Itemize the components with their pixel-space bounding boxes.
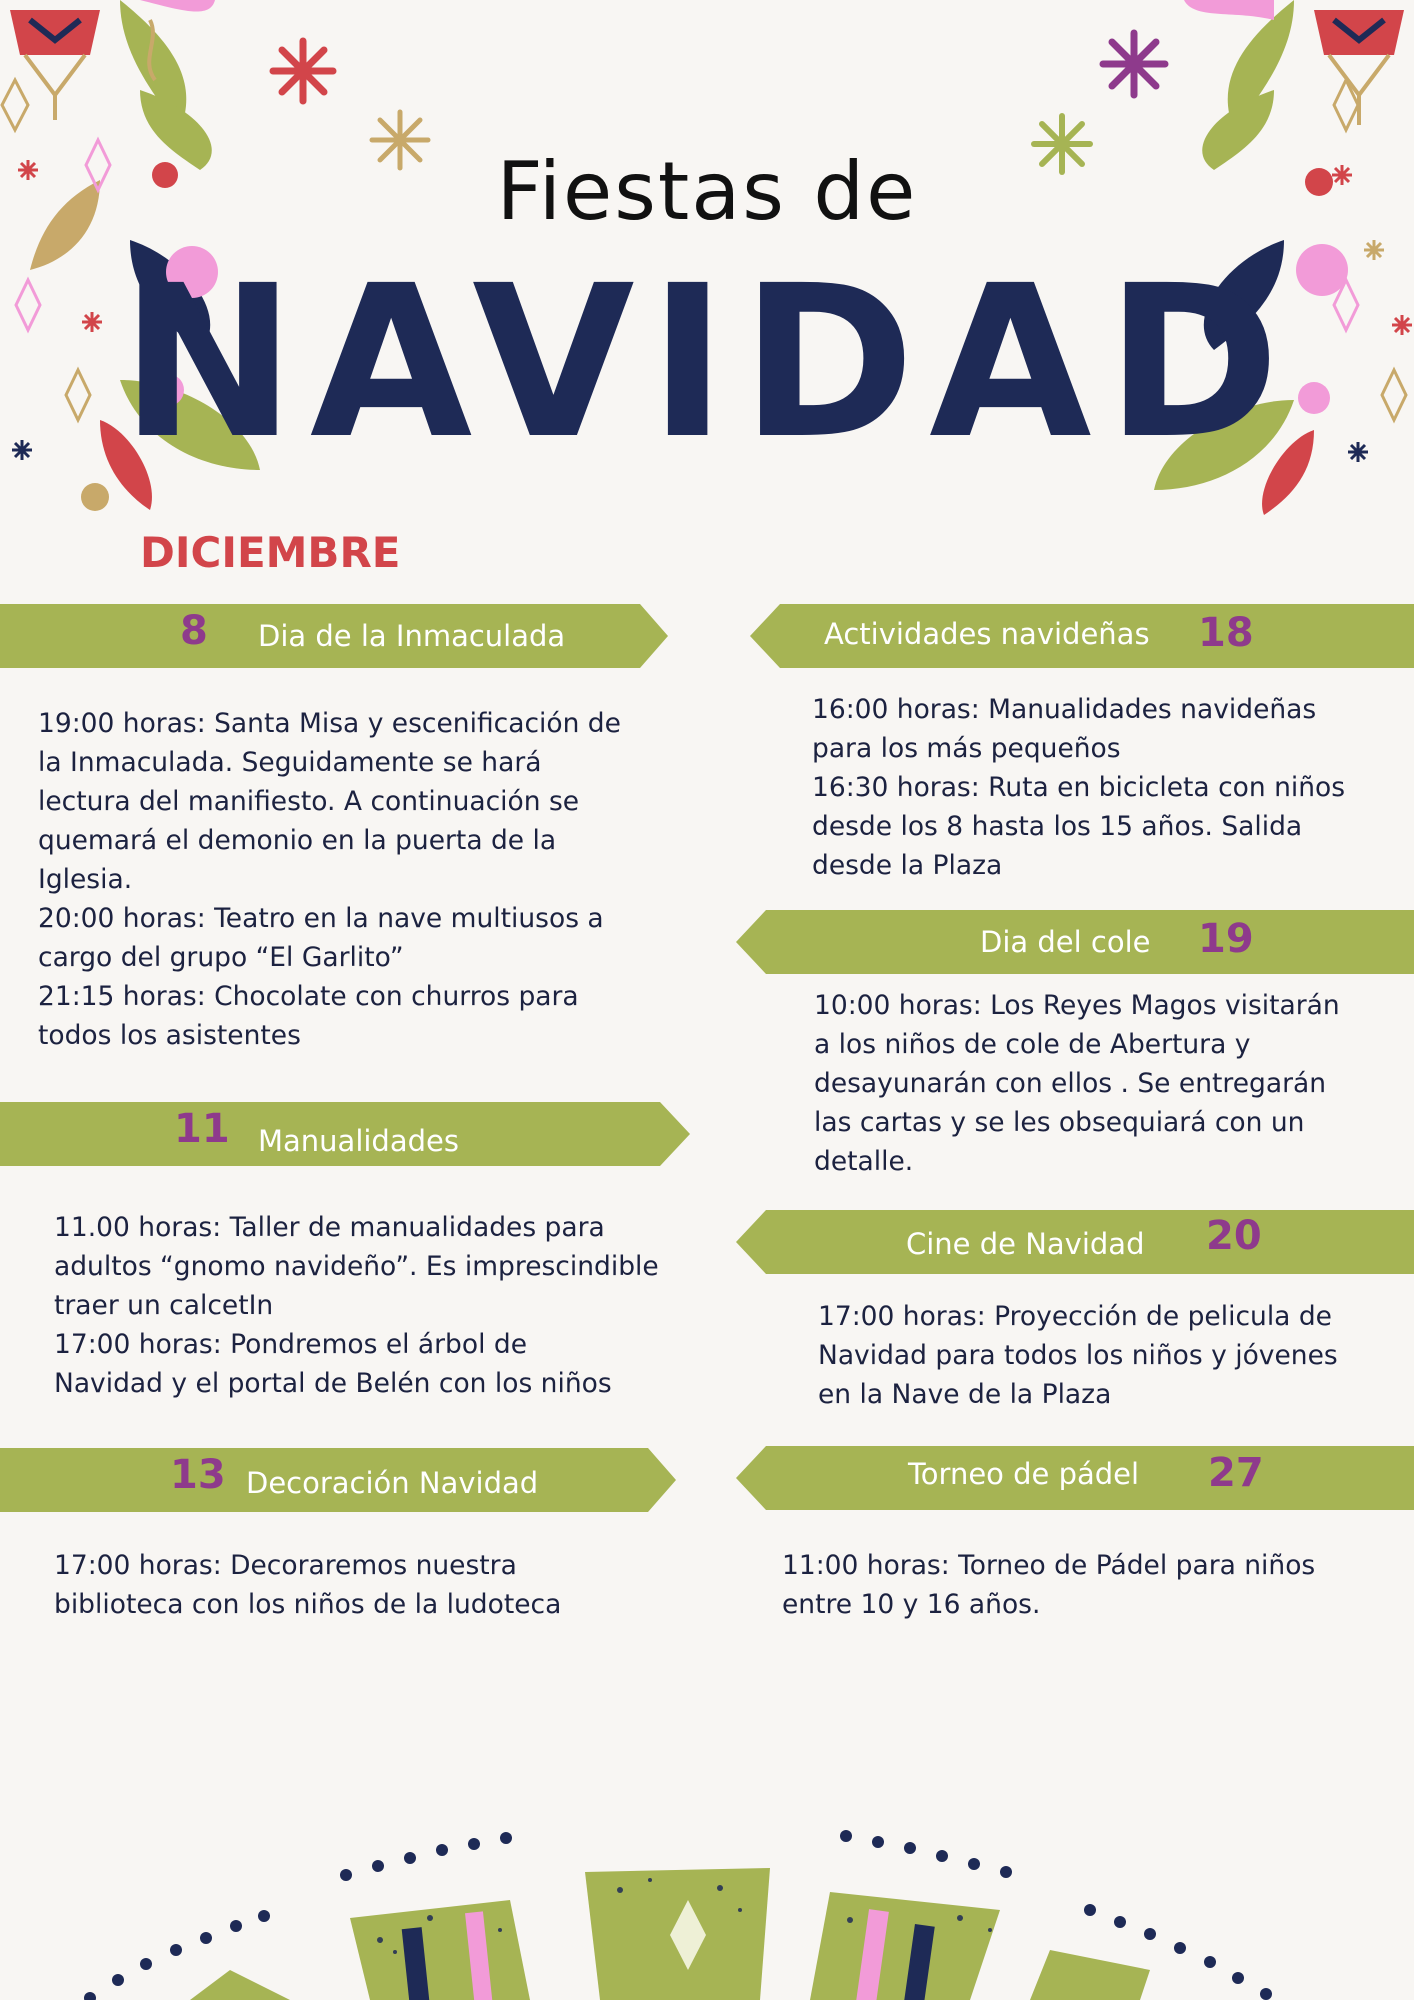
subtitle: Fiestas de	[496, 145, 918, 238]
event-day: 27	[1208, 1450, 1264, 1496]
event-day: 8	[180, 608, 208, 654]
event-description: 11.00 horas: Taller de manualidades para adultos “gnomo navideño”. Es imprescindible traer un calcetIn 17:00 horas: Pondremos el árbol de Navidad y el portal de Belén con los niños	[54, 1212, 659, 1399]
event-day: 11	[174, 1106, 230, 1152]
event-description: 19:00 horas: Santa Misa y escenificación de la Inmaculada. Seguidamente se hará lectura del manifiesto. A continuación se quemará el demonio en la puerta de la Iglesia. 20:00 horas: Teatro en la nave multiusos a cargo del grupo “El Garlito” 21:15 horas: Chocolate con churros para todos los asistentes	[38, 708, 621, 1051]
event-day: 19	[1198, 916, 1254, 962]
event-description: 16:00 horas: Manualidades navideñas para los más pequeños 16:30 horas: Ruta en bicicleta con niños desde los 8 hasta los 15 años. Salida desde la Plaza	[812, 694, 1346, 881]
event-title: Dia de la Inmaculada	[258, 619, 566, 653]
page-title: NAVIDAD	[120, 240, 1294, 485]
event-day: 13	[170, 1452, 226, 1498]
event-description: 11:00 horas: Torneo de Pádel para niños entre 10 y 16 años.	[782, 1550, 1316, 1620]
event-title: Dia del cole	[980, 925, 1151, 959]
event-day: 18	[1198, 610, 1254, 656]
month-label: DICIEMBRE	[140, 528, 401, 577]
star-purple-icon	[1098, 28, 1170, 100]
event-description: 17:00 horas: Decoraremos nuestra biblioteca con los niños de la ludoteca	[54, 1550, 562, 1620]
bottom-decoration	[0, 1800, 1414, 2000]
event-description: 17:00 horas: Proyección de pelicula de Navidad para todos los niños y jóvenes en la Nave de la Plaza	[818, 1301, 1338, 1410]
event-title: Manualidades	[258, 1124, 459, 1158]
star-red-icon	[268, 36, 338, 106]
event-title: Actividades navideñas	[824, 617, 1150, 651]
event-title: Torneo de pádel	[908, 1457, 1140, 1491]
event-title: Cine de Navidad	[906, 1227, 1145, 1261]
event-title: Decoración Navidad	[246, 1466, 539, 1500]
event-description: 10:00 horas: Los Reyes Magos visitarán a los niños de cole de Abertura y desayunarán con ellos . Se entregarán las cartas y se les obsequiará con un detalle.	[814, 990, 1340, 1177]
event-day: 20	[1206, 1213, 1262, 1259]
